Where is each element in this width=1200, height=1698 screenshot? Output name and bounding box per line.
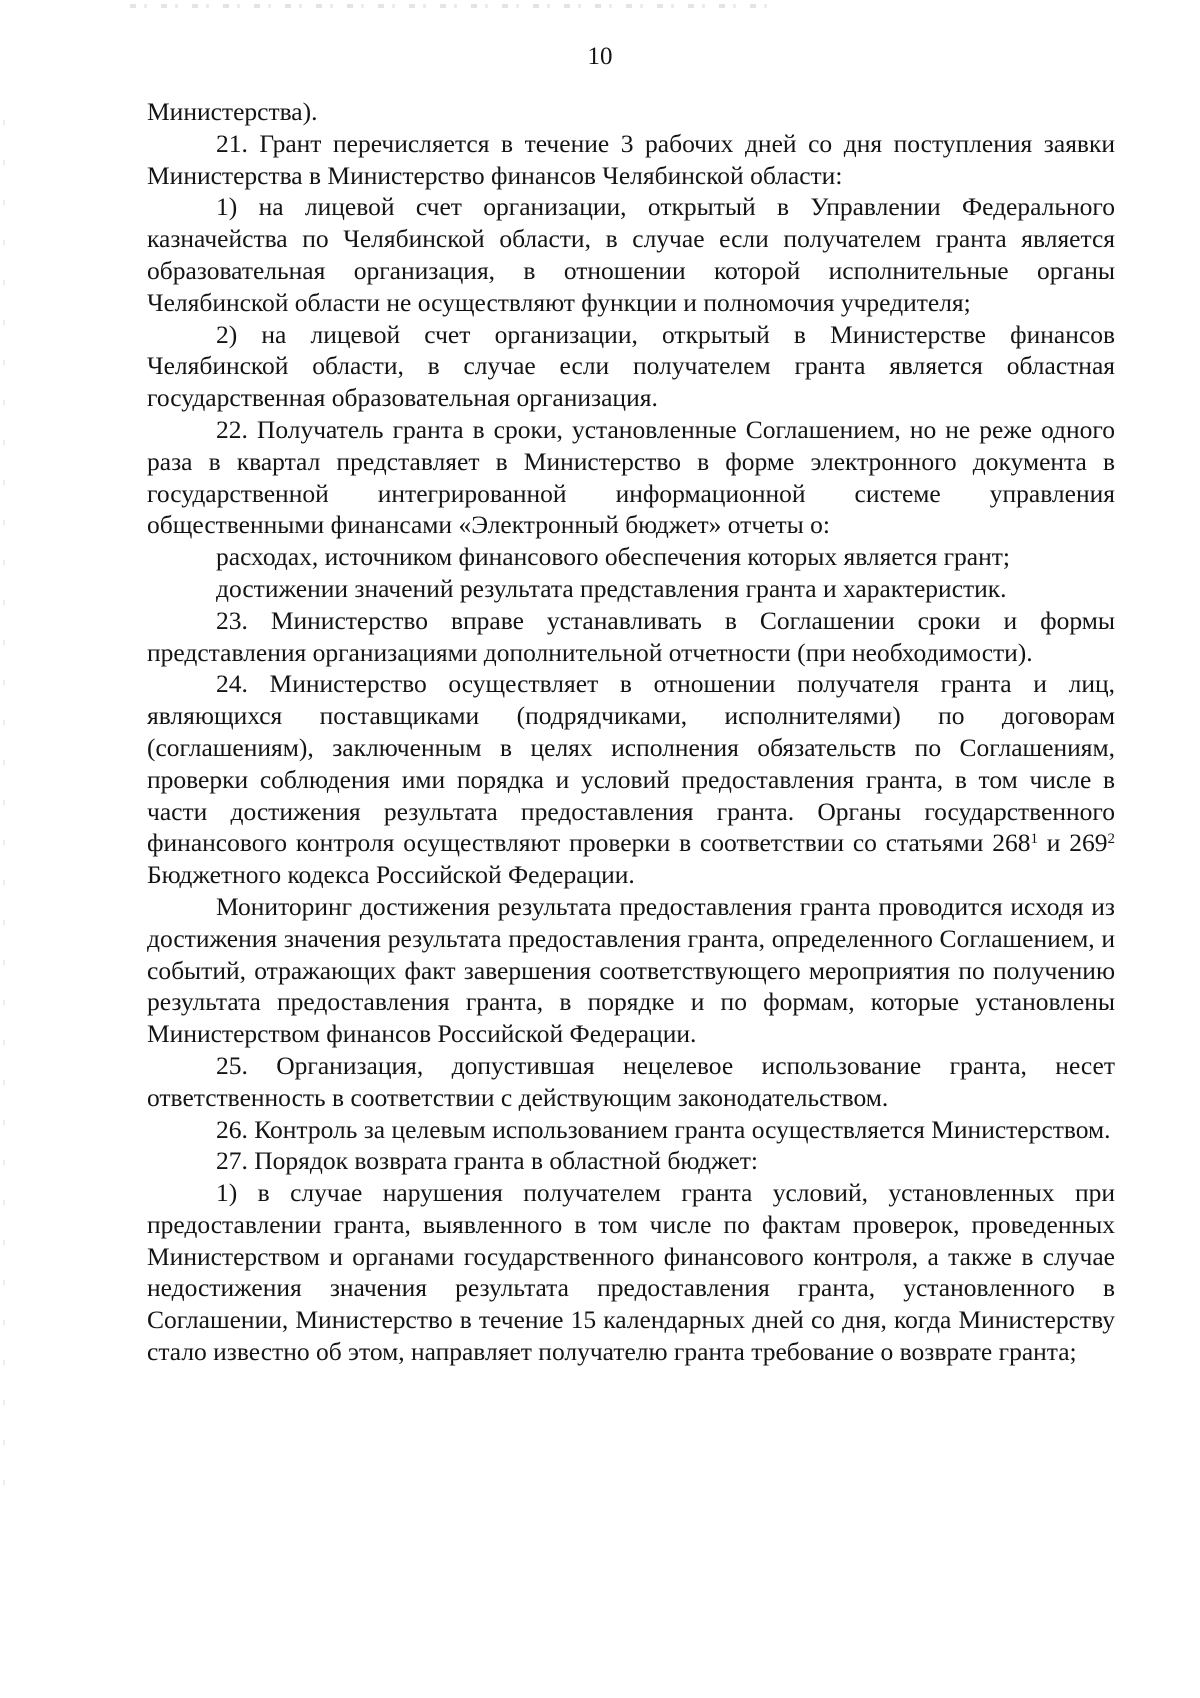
paragraph-26: 26. Контроль за целевым использованием гранта осуществляется Министерством.	[216, 1114, 1111, 1144]
paragraph-continuation: Министерства).	[147, 97, 318, 126]
paragraph-23: 23. Министерство вправе устанавливать в Соглашении сроки и формы представления организациями дополнительной отчетности (при необходимости).	[147, 605, 1115, 667]
paragraph-25: 25. Организация, допустившая нецелевое использование гранта, несет ответственность в соответствии с действующим законодательством.	[147, 1050, 1115, 1112]
paragraph-monitoring: Мониторинг достижения результата предоставления гранта проводится исходя из достижения значения результата предоставления гранта, определенного Соглашением, и событий, отражающих факт завершения соответствующего мероприятия по получению результата предоставления гранта, в порядке и по формам, которые установлены Министерством финансов Российской Федерации.	[147, 891, 1115, 1049]
page-number: 10	[587, 43, 613, 70]
document-body	[147, 96, 1115, 1368]
scan-artifact-top	[130, 4, 780, 8]
paragraph-22: 22. Получатель гранта в сроки, установленные Соглашением, но не реже одного раза в квартал представляет в Министерство в форме электронного документа в государственной интегрированной информационной системе управления общественными финансами «Электронный бюджет» отчеты о:	[147, 414, 1115, 540]
scan-artifact-left	[3, 120, 5, 1520]
paragraph-21-item-1: 1) на лицевой счет организации, открытый в Управлении Федерального казначейства по Челябинской области, в случае если получателем гранта является образовательная организация, в отношении которой исполнительные органы Челябинской области не осуществляют функции и полномочия учредителя;	[147, 192, 1115, 317]
paragraph-24-text-middle: и 269	[1038, 828, 1108, 858]
paragraph-22-item-results: достижении значений результата представления гранта и характеристик.	[216, 573, 1007, 603]
paragraph-24-text-end: Бюджетного кодекса Российской Федерации.	[147, 860, 635, 890]
paragraph-21: 21. Грант перечисляется в течение 3 рабочих дней со дня поступления заявки Министерства в Министерство финансов Челябинской области:	[147, 128, 1115, 190]
paragraph-24	[147, 668, 1115, 891]
paragraph-27: 27. Порядок возврата гранта в областной бюджет:	[216, 1146, 758, 1176]
article-superscript-2: 2	[1107, 831, 1115, 848]
paragraph-24-text-start: 24. Министерство осуществляет в отношении получателя гранта и лиц, являющихся поставщиками (подрядчиками, исполнителями) по договорам (соглашениям), заключенным в целях исполнения обязательств по Соглашениям, проверки соблюдения ими порядка и условий предоставления гранта, в том числе в части достижения результата предоставления гранта. Органы государственного финансового контроля осуществляют проверки в соответствии со статьями 268	[147, 669, 1115, 858]
paragraph-22-item-expenses: расходах, источником финансового обеспечения которых является грант;	[216, 542, 1010, 572]
article-superscript-1: 1	[1030, 831, 1038, 848]
paragraph-27-item-1: 1) в случае нарушения получателем гранта условий, установленных при предоставлении гранта, выявленного в том числе по фактам проверок, проведенных Министерством и органами государственного финансового контроля, а также в случае недостижения значения результата предоставления гранта, установленного в Соглашении, Министерство в течение 15 календарных дней со дня, когда Министерству стало известно об этом, направляет получателю гранта требование о возврате гранта;	[147, 1178, 1115, 1367]
paragraph-21-item-2: 2) на лицевой счет организации, открытый в Министерстве финансов Челябинской области, в случае если получателем гранта является областная государственная образовательная организация.	[147, 319, 1115, 413]
